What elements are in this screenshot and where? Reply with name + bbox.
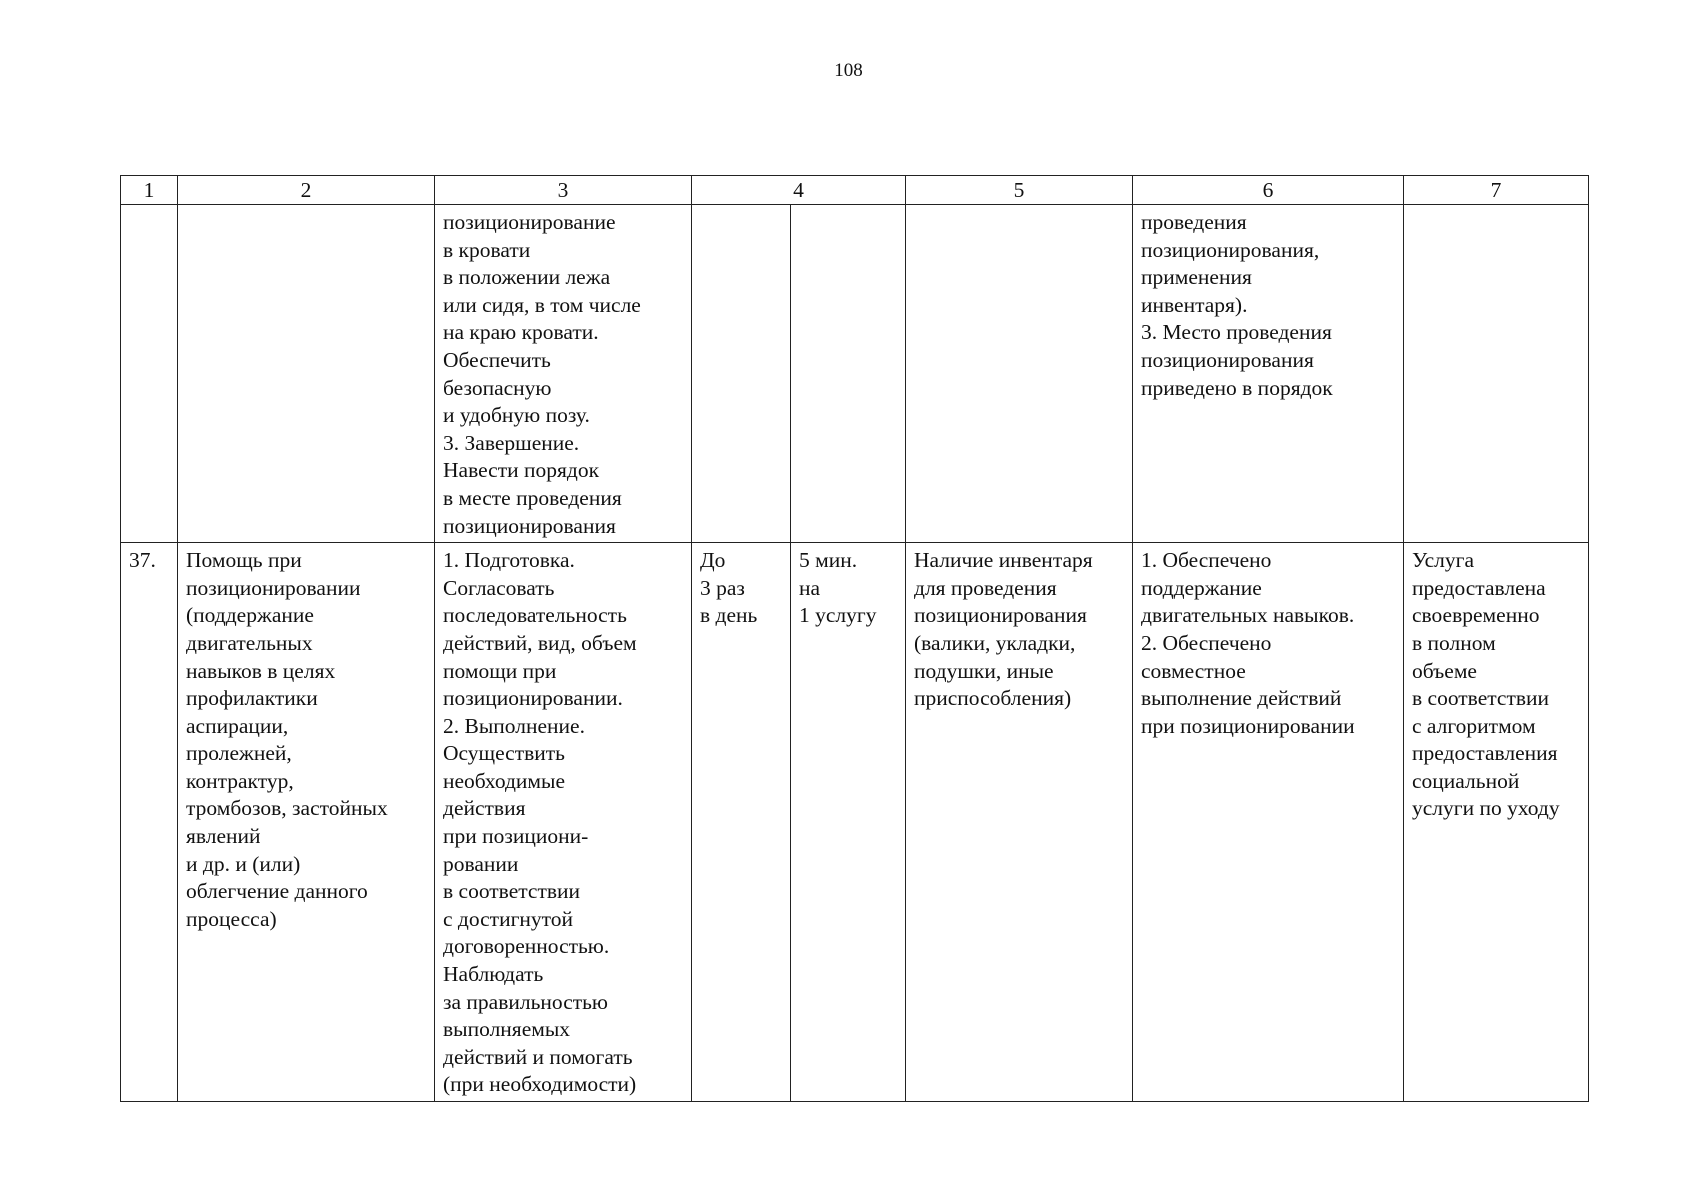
cell-duration: 5 мин. на 1 услугу: [791, 543, 906, 1102]
page-number: 108: [834, 60, 863, 81]
continuation-row: [121, 205, 1589, 543]
cell-evaluation: Услуга предоставлена своевременно в полном объеме в соответствии с алгоритмом предоставления социальной услуги по уходу: [1404, 543, 1589, 1102]
cell-service-name: [178, 205, 435, 543]
cell-frequency: До 3 раз в день: [692, 543, 791, 1102]
column-number-2: 2: [178, 176, 435, 205]
column-number-7: 7: [1404, 176, 1589, 205]
cell-conditions: Наличие инвентаря для проведения позиционирования (валики, укладки, подушки, иные приспособления): [906, 543, 1133, 1102]
column-number-4: 4: [692, 176, 906, 205]
cell-results: проведения позиционирования, применения инвентаря). 3. Место проведения позиционирования приведено в порядок: [1133, 205, 1404, 543]
cell-results: 1. Обеспечено поддержание двигательных навыков. 2. Обеспечено совместное выполнение действий при позиционировании: [1133, 543, 1404, 1102]
services-table: [120, 175, 1589, 1102]
cell-conditions: [906, 205, 1133, 543]
cell-duration: [791, 205, 906, 543]
cell-frequency: [692, 205, 791, 543]
cell-number: [121, 205, 178, 543]
column-number-3: 3: [435, 176, 692, 205]
column-number-5: 5: [906, 176, 1133, 205]
cell-service-name: Помощь при позиционировании (поддержание двигательных навыков в целях профилактики аспирации, пролежней, контрактур, тромбозов, застойных явлений и др. и (или) облегчение данного процесса): [178, 543, 435, 1102]
cell-procedure: 1. Подготовка. Согласовать последовательность действий, вид, объем помощи при позиционировании. 2. Выполнение. Осуществить необходимые действия при позициони- ровании в соответствии с достигнутой договоренностью. Наблюдать за правильностью выполняемых действий и помогать (при необходимости): [435, 543, 692, 1102]
cell-evaluation: [1404, 205, 1589, 543]
cell-number: 37.: [121, 543, 178, 1102]
table-row: [121, 543, 1589, 1102]
column-number-1: 1: [121, 176, 178, 205]
cell-procedure: позиционирование в кровати в положении лежа или сидя, в том числе на краю кровати. Обеспечить безопасную и удобную позу. 3. Завершение. Навести порядок в месте проведения позиционирования: [435, 205, 692, 543]
column-number-row: [121, 176, 1589, 205]
column-number-6: 6: [1133, 176, 1404, 205]
